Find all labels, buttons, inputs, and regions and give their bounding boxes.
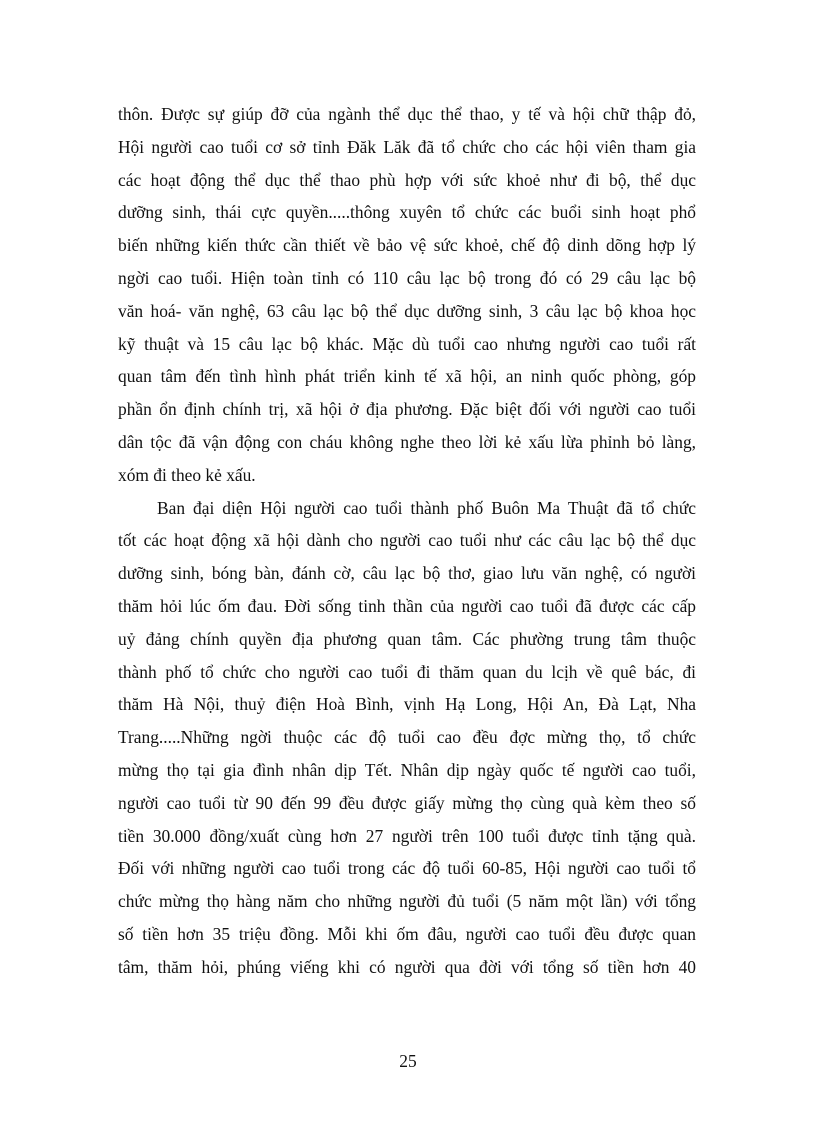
- text-line: Ban đại diện Hội người cao tuổi thành phố Buôn Ma Thuật đã tổ chức: [157, 497, 696, 518]
- text-line: ngời cao tuổi. Hiện toàn tỉnh có 110 câu lạc bộ trong đó có 29 câu lạc bộ: [118, 267, 696, 288]
- page-number: 25: [399, 1051, 417, 1071]
- paragraph: [118, 492, 696, 984]
- paragraph: [118, 98, 696, 492]
- text-line: dưỡng sinh, thái cực quyền.....thông xuyên tổ chức các buổi sinh hoạt phổ: [118, 202, 696, 223]
- text-line: biến những kiến thức cần thiết về bảo vệ sức khoẻ, chế độ dinh dõng hợp lý: [118, 235, 696, 256]
- text-line: tốt các hoạt động xã hội dành cho người cao tuổi như các câu lạc bộ thể dục: [118, 530, 696, 551]
- text-line: thăm hỏi lúc ốm đau. Đời sống tinh thần của người cao tuổi đã được các cấp: [118, 595, 696, 616]
- text-line: thôn. Được sự giúp đỡ của ngành thể dục thể thao, y tế và hội chữ thập đỏ,: [118, 104, 696, 124]
- text-line: uỷ đảng chính quyền địa phương quan tâm. Các phường trung tâm thuộc: [118, 628, 696, 649]
- text-line: văn hoá- văn nghệ, 63 câu lạc bộ thể dục dưỡng sinh, 3 câu lạc bộ khoa học: [118, 300, 696, 321]
- text-line: chức mừng thọ hàng năm cho những người đủ tuổi (5 năm một lần) với tổng: [118, 891, 696, 912]
- text-line: Hội người cao tuổi cơ sở tỉnh Đăk Lăk đã tổ chức cho các hội viên tham gia: [118, 136, 696, 157]
- text-line: Đối với những người cao tuổi trong các độ tuổi 60-85, Hội người cao tuổi tổ: [118, 858, 696, 879]
- text-line: thành phố tổ chức cho người cao tuổi đi thăm quan du lcịh về quê bác, đi: [118, 661, 696, 682]
- text-line: kỹ thuật và 15 câu lạc bộ khác. Mặc dù tuổi cao nhưng người cao tuổi rất: [118, 333, 696, 354]
- body-text: [118, 98, 696, 984]
- text-line: phần ổn định chính trị, xã hội ở địa phương. Đặc biệt đối với người cao tuổi: [118, 399, 696, 420]
- text-line: mừng thọ tại gia đình nhân dịp Tết. Nhân dịp ngày quốc tế người cao tuổi,: [118, 759, 696, 780]
- text-line: người cao tuổi từ 90 đến 99 đều được giấy mừng thọ cùng quà kèm theo số: [118, 792, 696, 813]
- text-line: các hoạt động thể dục thể thao phù hợp với sức khoẻ như đi bộ, thể dục: [118, 169, 696, 190]
- text-line: Trang.....Những ngời thuộc các độ tuổi cao đều đợc mừng thọ, tổ chức: [118, 727, 696, 748]
- text-line: số tiền hơn 35 triệu đồng. Mỗi khi ốm đâu, người cao tuổi đều được quan: [118, 923, 696, 944]
- text-line: xóm đi theo kẻ xấu.: [118, 464, 256, 485]
- text-line: tiền 30.000 đồng/xuất cùng hơn 27 người trên 100 tuổi được tỉnh tặng quà.: [118, 825, 696, 846]
- text-line: dân tộc đã vận động con cháu không nghe theo lời kẻ xấu lừa phỉnh bỏ làng,: [118, 431, 696, 452]
- text-line: tâm, thăm hỏi, phúng viếng khi có người qua đời với tổng số tiền hơn 40: [118, 956, 696, 977]
- text-line: thăm Hà Nội, thuỷ điện Hoà Bình, vịnh Hạ Long, Hội An, Đà Lạt, Nha: [118, 694, 696, 715]
- text-line: quan tâm đến tình hình phát triển kinh tế xã hội, an ninh quốc phòng, góp: [118, 366, 696, 387]
- text-line: dưỡng sinh, bóng bàn, đánh cờ, câu lạc bộ thơ, giao lưu văn nghệ, có người: [118, 563, 696, 584]
